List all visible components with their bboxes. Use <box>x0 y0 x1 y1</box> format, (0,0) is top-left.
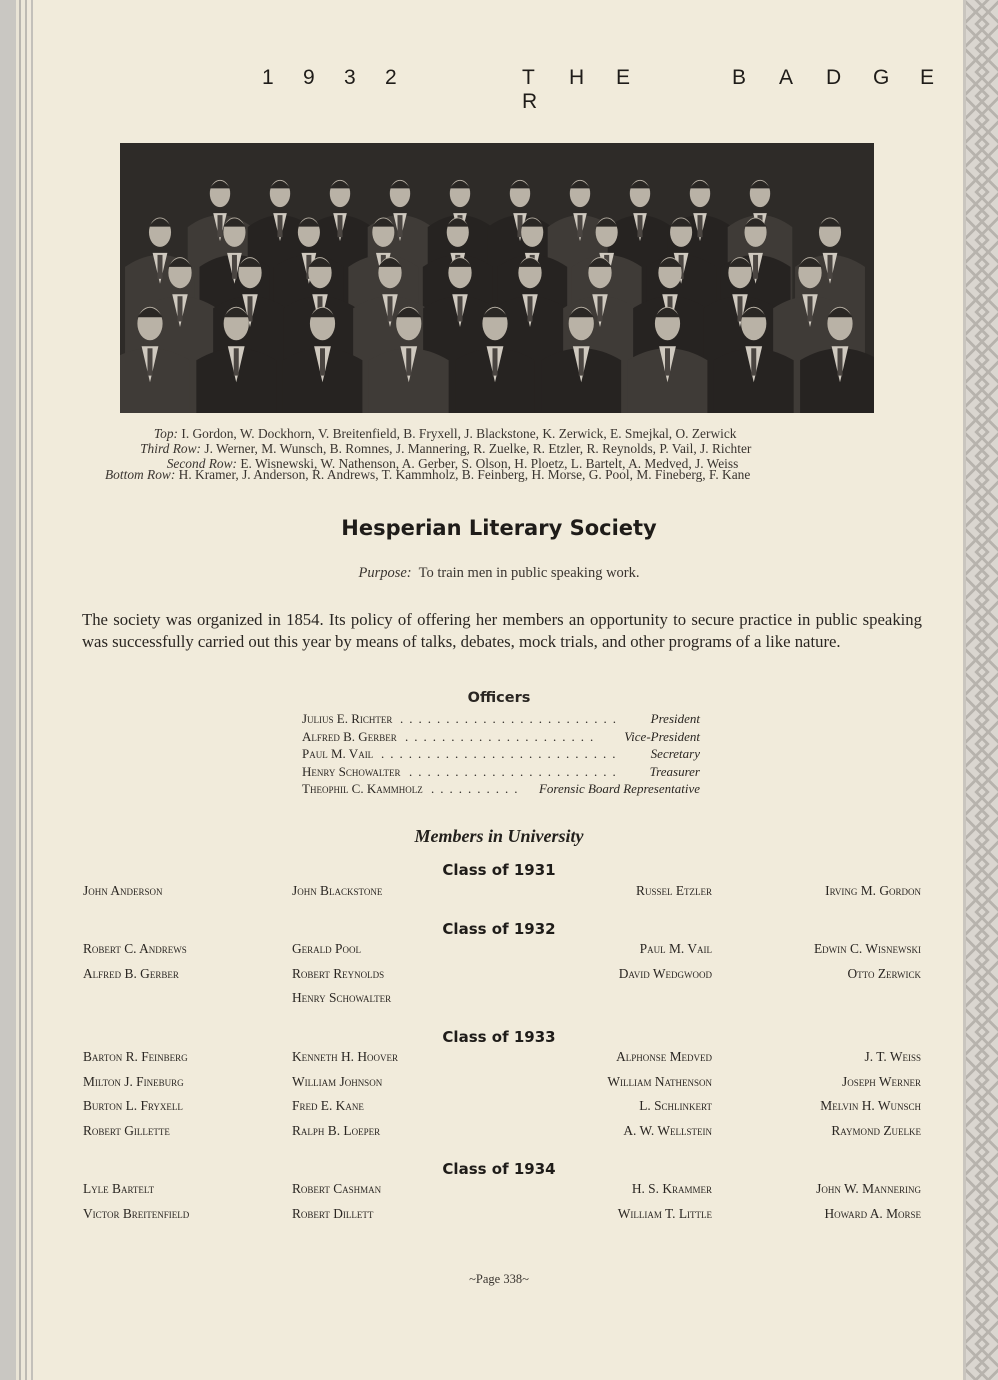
member-name: Otto Zerwick <box>847 965 921 981</box>
member-name: A. W. Wellstein <box>623 1122 712 1138</box>
member-name: Victor Breitenfield <box>83 1205 190 1221</box>
member-name: John Anderson <box>83 883 163 898</box>
member-name: David Wedgwood <box>618 965 712 981</box>
caption-row-names: E. Wisnewski, W. Nathenson, A. Gerber, S. Olson, H. Ploetz, L. Bartelt, A. Medved, J. Weiss <box>240 456 739 471</box>
member-name: William Nathenson <box>607 1073 712 1089</box>
header-book-char: T <box>522 66 535 89</box>
header-book-char: H <box>569 66 585 89</box>
member-name: John Blackstone <box>292 883 383 898</box>
header-book-char: E <box>616 66 631 89</box>
member-name: J. T. Weiss <box>864 1049 921 1064</box>
officer-role: Vice-President <box>624 729 700 744</box>
caption-row-names: I. Gordon, W. Dockhorn, V. Breitenfield, B. Fryxell, J. Blackstone, K. Zerwick, E. Smejkal, O. Zerwick <box>181 426 737 441</box>
member-name: Howard A. Morse <box>824 1205 921 1221</box>
header-year-char: 1 <box>262 66 274 89</box>
header-book-char: G <box>873 66 890 89</box>
officer-name: Henry Schowalter <box>302 764 401 779</box>
member-name: Raymond Zuelke <box>831 1122 921 1138</box>
purpose-text: To train men in public speaking work. <box>418 565 640 581</box>
caption-row-names: H. Kramer, J. Anderson, R. Andrews, T. Kammholz, B. Feinberg, H. Morse, G. Pool, M. Fineberg, F. Kane <box>178 467 751 482</box>
dot-leader: ........................ <box>400 711 622 726</box>
dot-leader: ..................... <box>405 729 600 744</box>
society-title: Hesperian Literary Society <box>341 516 657 540</box>
caption-row-names: J. Werner, M. Wunsch, B. Romnes, J. Mannering, R. Zuelke, R. Etzler, R. Reynolds, P. Vail, J. Richter <box>204 441 752 456</box>
caption-row-label: Third Row: <box>140 441 201 456</box>
member-name: Burton L. Fryxell <box>83 1098 183 1113</box>
member-name: Russel Etzler <box>636 883 712 898</box>
caption-top-row <box>100 426 900 442</box>
header-year-char: 9 <box>303 66 315 89</box>
member-name: Robert Reynolds <box>292 965 385 981</box>
header-book-title <box>522 66 998 114</box>
member-name: Robert Cashman <box>292 1181 382 1196</box>
members-heading: Members in University <box>414 826 584 846</box>
caption-bottom-row <box>105 467 905 483</box>
member-name: Alphonse Medved <box>616 1049 712 1064</box>
member-name: Melvin H. Wunsch <box>820 1098 921 1113</box>
caption-row-label: Bottom Row: <box>105 467 176 482</box>
header-book-char: R <box>522 90 538 113</box>
member-name: Ralph B. Loeper <box>292 1122 381 1138</box>
class-heading: Class of 1931 <box>442 861 556 879</box>
member-name: Lyle Bartelt <box>83 1181 155 1196</box>
member-name: John W. Mannering <box>816 1181 921 1196</box>
member-name: Paul M. Vail <box>639 941 712 956</box>
header-book-char: E <box>920 66 935 89</box>
member-name: Robert Dillett <box>292 1205 374 1221</box>
class-heading: Class of 1933 <box>442 1028 556 1046</box>
header-year-char: 3 <box>344 66 356 89</box>
officer-role: Secretary <box>650 746 700 761</box>
purpose-line <box>0 565 998 582</box>
caption-row-label: Second Row: <box>166 456 237 471</box>
officers-heading: Officers <box>467 690 531 706</box>
member-name: Joseph Werner <box>842 1073 921 1089</box>
history-paragraph: The society was organized in 1854. Its policy of offering her members an opportunity to secure practice in public speaking was successfully carried out this year by means of talks, debates, mock trials, and other programs of a like nature. <box>82 610 922 651</box>
member-name: Robert C. Andrews <box>83 941 187 956</box>
member-name: William T. Little <box>617 1205 712 1221</box>
dot-leader: ....................... <box>409 764 622 779</box>
page-number: ~Page 338~ <box>469 1272 529 1286</box>
class-heading: Class of 1934 <box>442 1160 556 1178</box>
member-name: L. Schlinkert <box>639 1098 712 1113</box>
member-name: Kenneth H. Hoover <box>292 1049 399 1064</box>
header-book-char: A <box>779 66 794 89</box>
dot-leader: .......... <box>431 781 524 796</box>
header-book-char: B <box>732 66 747 89</box>
member-name: Edwin C. Wisnewski <box>813 941 921 956</box>
member-name: William Johnson <box>292 1073 383 1089</box>
group-photo-image <box>120 143 874 413</box>
member-name: H. S. Krammer <box>631 1181 712 1196</box>
purpose-label: Purpose: <box>358 565 412 581</box>
class-heading: Class of 1932 <box>442 920 556 938</box>
officer-row <box>302 711 700 728</box>
group-photo <box>120 143 874 413</box>
officer-row <box>302 764 700 781</box>
officer-name: Theophil C. Kammholz <box>302 781 423 796</box>
officer-role: Forensic Board Representative <box>538 781 700 796</box>
member-name: Fred E. Kane <box>292 1098 364 1113</box>
officer-role: President <box>650 711 700 726</box>
caption-third-row <box>100 441 900 457</box>
header-year-char: 2 <box>385 66 397 89</box>
officer-row <box>302 746 700 763</box>
header-book-char: D <box>826 66 842 89</box>
member-name: Henry Schowalter <box>292 990 392 1005</box>
officer-name: Paul M. Vail <box>302 746 374 761</box>
member-name: Barton R. Feinberg <box>83 1049 188 1064</box>
member-name: Gerald Pool <box>292 941 361 956</box>
header-year <box>262 66 426 90</box>
officer-name: Alfred B. Gerber <box>302 729 397 744</box>
officer-row <box>302 729 700 746</box>
dot-leader: .......................... <box>381 746 622 761</box>
officer-name: Julius E. Richter <box>302 711 393 726</box>
member-name: Irving M. Gordon <box>825 883 921 898</box>
officer-row <box>302 781 700 798</box>
caption-row-label: Top: <box>153 426 178 441</box>
member-name: Robert Gillette <box>83 1122 170 1138</box>
member-name: Alfred B. Gerber <box>83 965 179 981</box>
officer-role: Treasurer <box>649 764 700 779</box>
member-name: Milton J. Fineburg <box>83 1073 184 1089</box>
